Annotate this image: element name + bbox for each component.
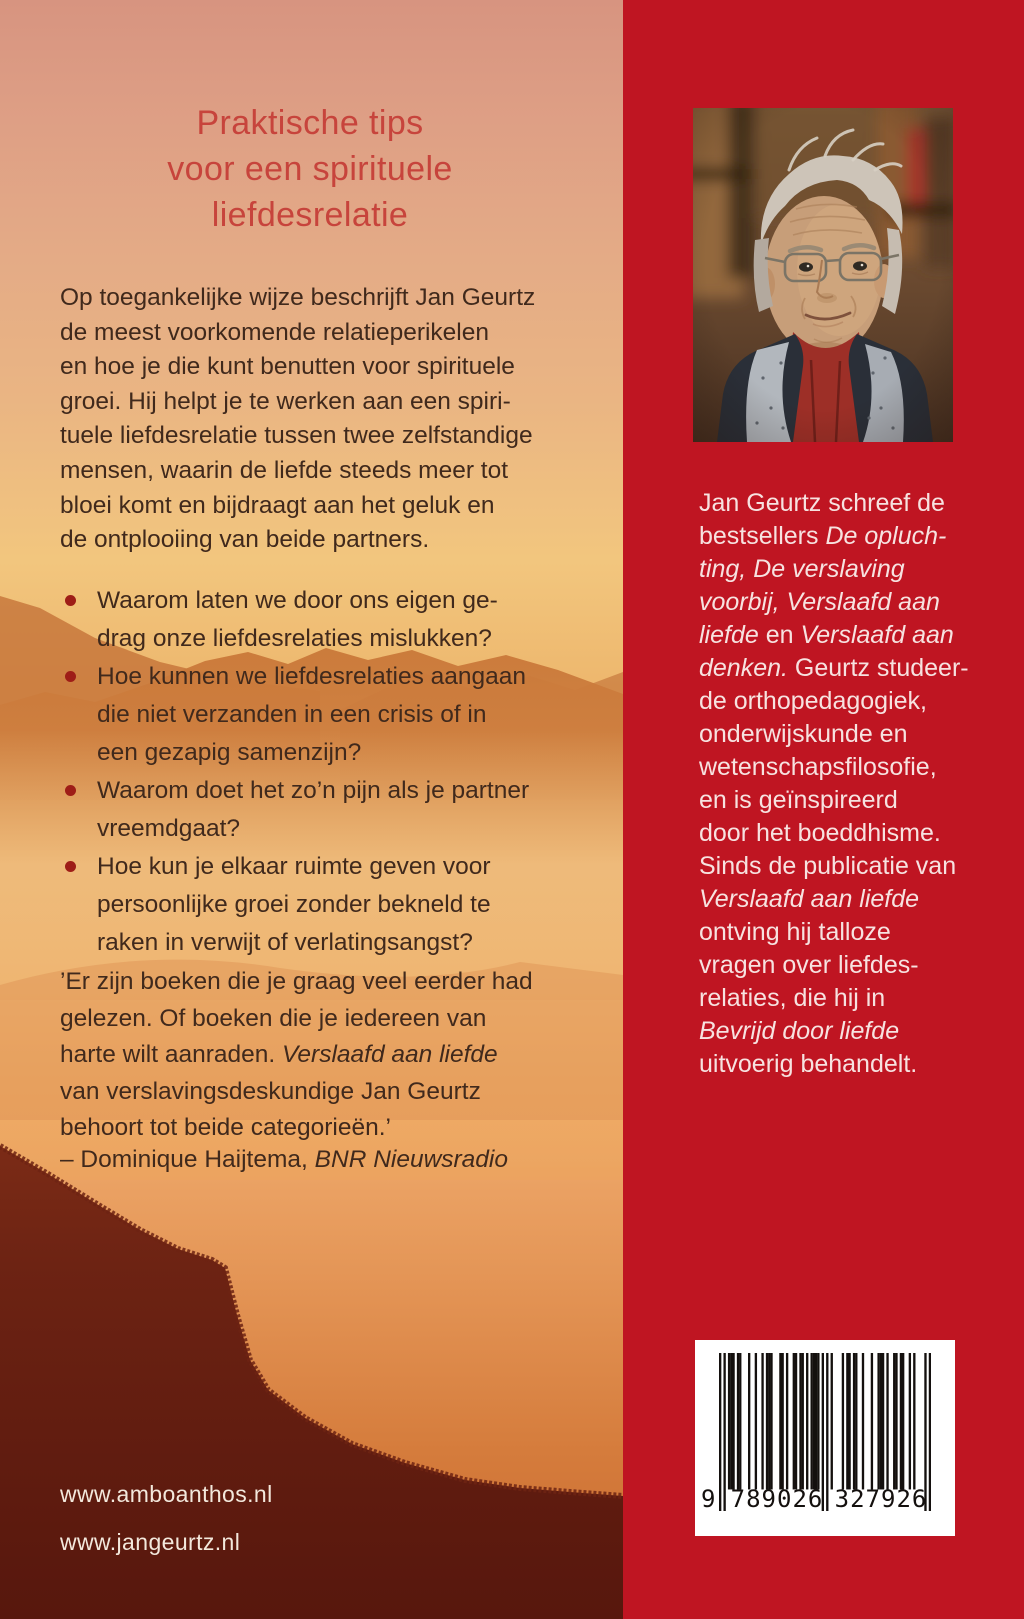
bio-line: door het boeddhisme. <box>699 819 941 847</box>
bio-line: liefde en Verslaafd aan <box>699 621 954 649</box>
intro-line: tuele liefdesrelatie tussen twee zelfstandige <box>60 422 533 450</box>
barcode-digits-left: 789026 <box>730 1485 824 1513</box>
barcode-digits-right: 327926 <box>834 1485 928 1513</box>
intro-line: Op toegankelijke wijze beschrijft Jan Geurtz <box>60 284 536 311</box>
bio-line: voorbij, Verslaafd aan <box>699 588 940 616</box>
question-list <box>60 582 529 962</box>
website-urls <box>60 1470 273 1566</box>
quote-line: van verslavingsdeskundige Jan Geurtz <box>60 1077 481 1105</box>
bio-line: uitvoerig behandelt. <box>699 1050 918 1078</box>
press-quote <box>60 964 533 1147</box>
tagline <box>30 100 590 238</box>
quote-attribution: – Dominique Haijtema, BNR Nieuwsradio <box>60 1146 509 1173</box>
barcode-digit-first: 9 <box>701 1485 717 1513</box>
bio-line: Bevrijd door liefde <box>699 1017 900 1045</box>
bio-line: relaties, die hij in <box>699 984 886 1012</box>
bio-line: en is geïnspireerd <box>699 786 898 814</box>
quote-line: gelezen. Of boeken die je iedereen van <box>60 1004 487 1032</box>
website-url: www.amboanthos.nl <box>60 1481 273 1507</box>
intro-line: de meest voorkomende relatieperikelen <box>60 318 489 346</box>
intro-paragraph <box>60 281 535 558</box>
barcode <box>695 1340 955 1536</box>
intro-line: bloei komt en bijdraagt aan het geluk en <box>60 491 495 519</box>
bio-line: onderwijskunde en <box>699 720 908 748</box>
bio-line: wetenschapsfilosofie, <box>699 753 937 781</box>
intro-line: mensen, waarin de liefde steeds meer tot <box>60 456 509 484</box>
bio-line: vragen over liefdes- <box>699 951 919 979</box>
bio-line: Sinds de publicatie van <box>699 852 957 880</box>
intro-line: en hoe je die kunt benutten voor spirituele <box>60 353 515 381</box>
bio-line: de orthopedagogiek, <box>699 687 927 715</box>
author-panel <box>623 0 1024 1619</box>
bio-line: bestsellers De opluch- <box>699 522 947 550</box>
tagline-line: liefdesrelatie <box>211 196 409 234</box>
bio-line: Jan Geurtz schreef de <box>699 489 945 517</box>
tagline-line: Praktische tips <box>196 104 424 142</box>
website-url: www.jangeurtz.nl <box>60 1529 241 1555</box>
quote-line: harte wilt aanraden. Verslaafd aan liefde <box>60 1041 498 1068</box>
intro-line: groei. Hij helpt je te werken aan een spiri- <box>60 387 511 415</box>
author-bio <box>699 487 969 1081</box>
quote-line: behoort tot beide categorieën.’ <box>60 1114 391 1141</box>
question-item: Hoe kunnen we liefdesrelaties aangaan die niet verzanden in een crisis of in een gezapig samenzijn? <box>60 658 529 772</box>
bio-line: ting, De verslaving <box>699 555 905 583</box>
bio-line: Verslaafd aan liefde <box>699 885 920 913</box>
question-item: Waarom doet het zo’n pijn als je partner vreemdgaat? <box>60 772 529 848</box>
author-photo <box>693 108 953 442</box>
tagline-line: voor een spirituele <box>167 150 453 188</box>
question-item: Hoe kun je elkaar ruimte geven voor persoonlijke groei zonder bekneld te raken in verwijt of verlatingsangst? <box>60 848 529 962</box>
quote-line: ’Er zijn boeken die je graag veel eerder had <box>60 968 533 995</box>
intro-line: de ontplooiing van beide partners. <box>60 526 430 554</box>
question-item: Waarom laten we door ons eigen ge- drag onze liefdesrelaties mislukken? <box>60 582 529 658</box>
bio-line: denken. Geurtz studeer- <box>699 654 969 682</box>
bio-line: ontving hij talloze <box>699 918 891 946</box>
